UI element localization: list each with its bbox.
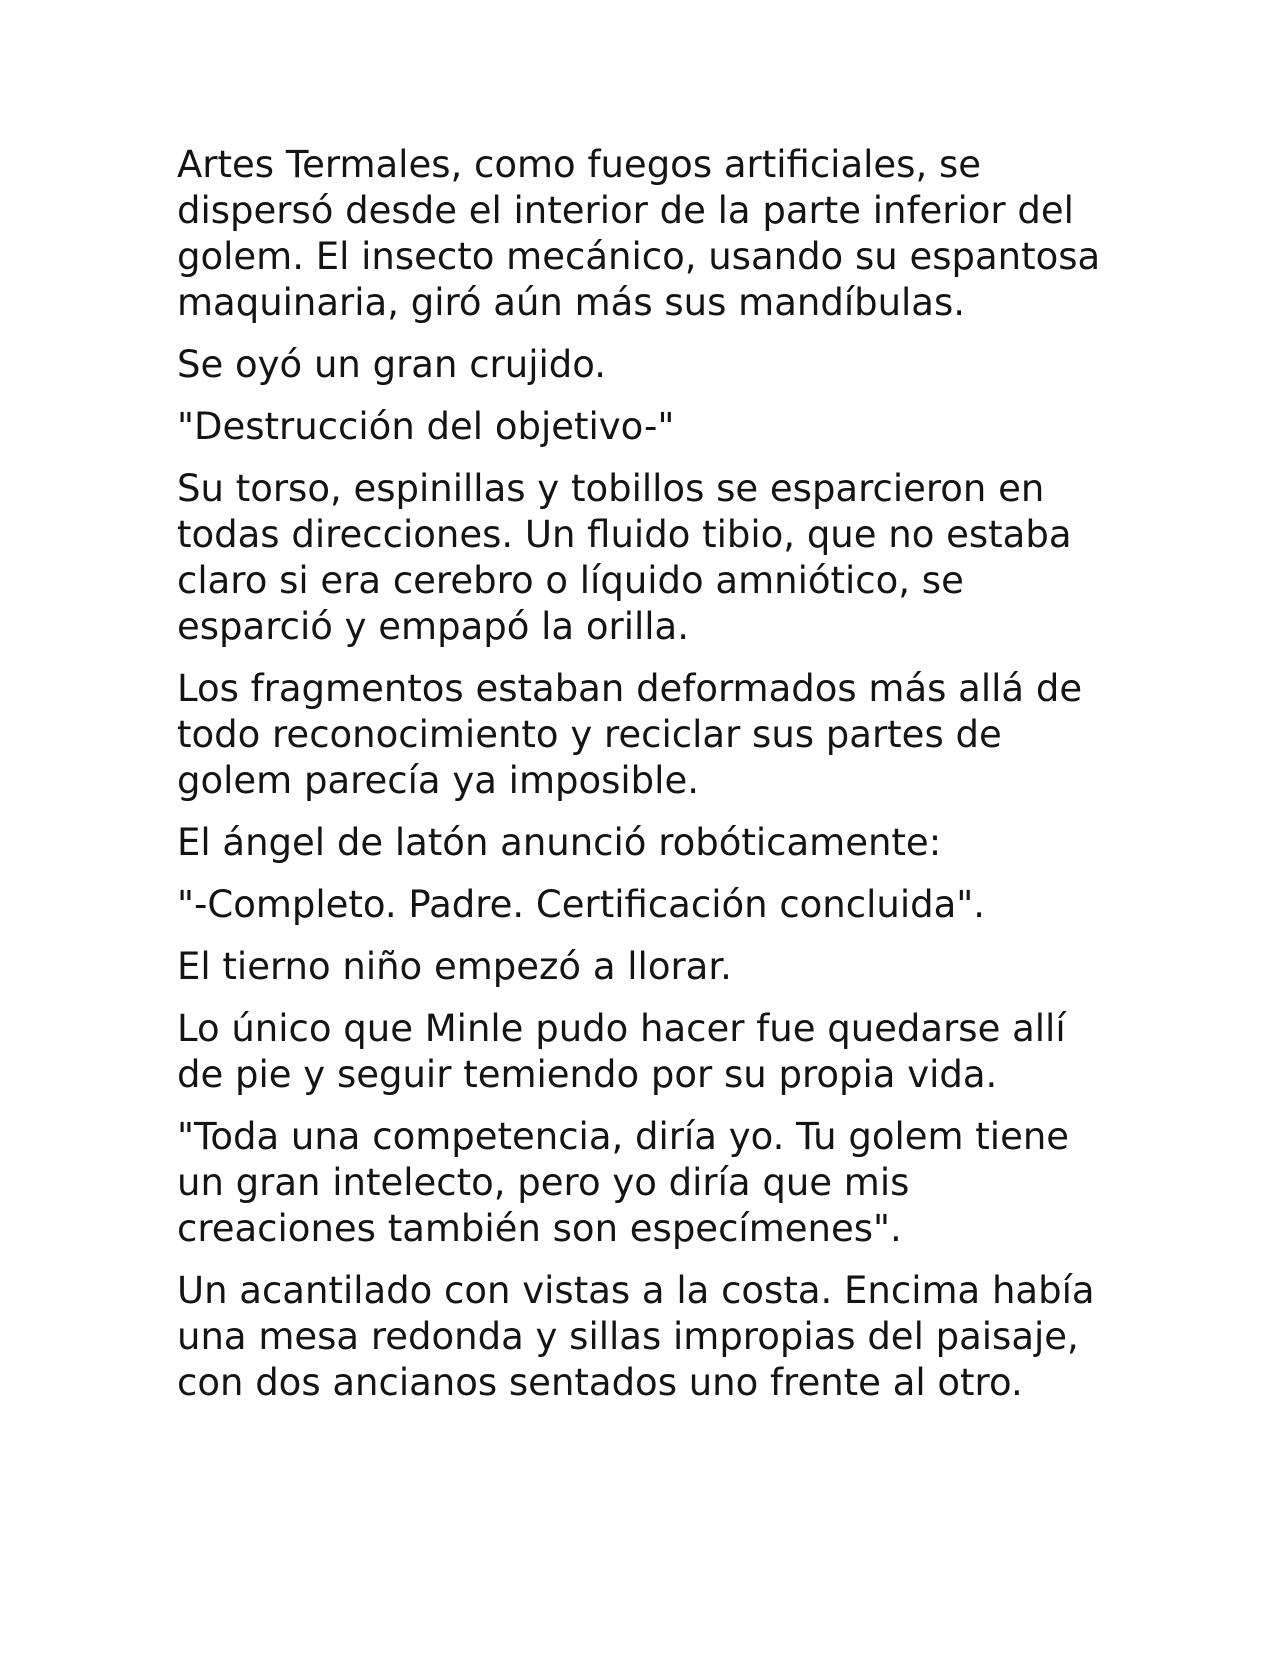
paragraph: "Toda una competencia, diría yo. Tu golem tiene un gran intelecto, pero yo diría que mis creaciones también son especímenes". — [177, 1115, 1070, 1250]
paragraph: Su torso, espinillas y tobillos se esparcieron en todas direcciones. Un fluido tibio, que no estaba claro si era cerebro o líquido amniótico, se esparció y empapó la orilla. — [177, 467, 1072, 648]
paragraph: Lo único que Minle pudo hacer fue quedarse allí de pie y seguir temiendo por su propia vida. — [177, 1007, 1066, 1096]
paragraph: "-Completo. Padre. Certificación concluida". — [177, 883, 986, 926]
paragraph: Los fragmentos estaban deformados más allá de todo reconocimiento y reciclar sus partes de golem parecía ya imposible. — [177, 667, 1083, 802]
paragraph: Un acantilado con vistas a la costa. Encima había una mesa redonda y sillas impropias del paisaje, con dos ancianos sentados uno frente al otro. — [177, 1269, 1095, 1404]
paragraph: Se oyó un gran crujido. — [177, 343, 606, 386]
paragraph: "Destrucción del objetivo-" — [177, 405, 675, 448]
paragraph: Artes Termales, como fuegos artificiales, se dispersó desde el interior de la parte inferior del golem. El insecto mecánico, usando su espantosa maquinaria, giró aún más sus mandíbulas. — [177, 143, 1101, 324]
document-page — [177, 142, 1112, 1422]
paragraph: El ángel de latón anunció robóticamente: — [177, 821, 942, 864]
paragraph: El tierno niño empezó a llorar. — [177, 945, 732, 988]
